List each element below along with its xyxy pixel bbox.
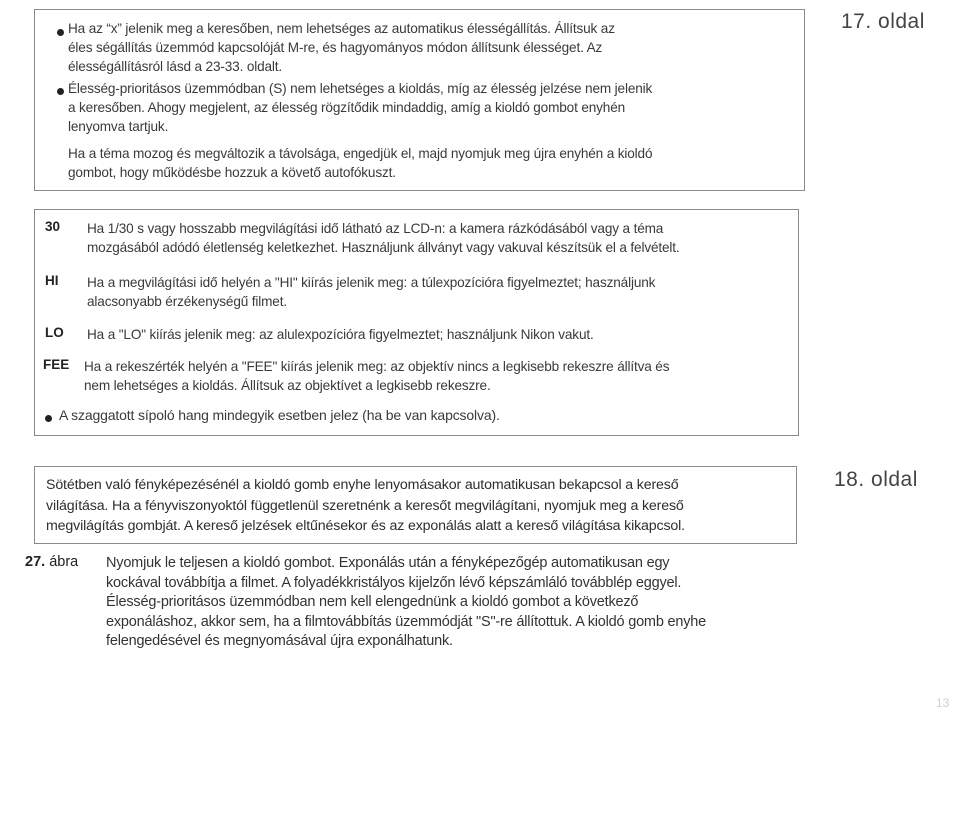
- text-line: kockával továbbítja a filmet. A folyadékkristályos kijelzőn lévő képszámláló továbblép eggyel.: [106, 574, 682, 591]
- figure-number: 27.: [25, 554, 46, 570]
- af-note-focus-priority: [68, 79, 798, 136]
- text-line: mozgásából adódó életlenség keletkezhet. Használjunk állványt vagy vakuval készítsük el a felvételt.: [87, 240, 680, 255]
- text-line: felengedésével és megnyomásával újra exponálhatunk.: [106, 633, 453, 649]
- warning-code-hi: HI: [45, 273, 59, 288]
- warning-text-hi: [87, 273, 792, 311]
- text-line: gombot, hogy működésbe hozzuk a követő autofókuszt.: [68, 165, 396, 180]
- figure-label: [25, 554, 78, 570]
- text-line: Ha a megvilágítási idő helyén a "HI" kiírás jelenik meg: a túlexpozícióra figyelmeztet; használjunk: [87, 275, 656, 290]
- page-label-17: 17. oldal: [841, 10, 925, 33]
- text-line: Nyomjuk le teljesen a kioldó gombot. Exponálás után a fényképezőgép automatikusan egy: [106, 555, 670, 571]
- af-note-x-indicator: [68, 19, 798, 76]
- figure-27-text: [106, 554, 796, 652]
- text-line: világítása. Ha a fényviszonyoktól függetlenül szeretnénk a keresőt megvilágítani, nyomjuk meg a kereső: [46, 497, 684, 514]
- bullet-icon: [45, 415, 52, 422]
- text-line: Sötétben való fényképezésénél a kioldó gomb enyhe lenyomásakor automatikusan bekapcsol a kereső: [46, 477, 679, 493]
- af-note-moving-subject: [68, 144, 798, 182]
- warning-text-lo: [87, 325, 792, 344]
- page-label-18: 18. oldal: [834, 468, 918, 491]
- text-line: nem lehetséges a kioldás. Állítsuk az objektívet a legkisebb rekeszre.: [84, 378, 491, 393]
- figure-word: ábra: [49, 554, 79, 570]
- text-line: Ha a rekeszérték helyén a "FEE" kiírás jelenik meg: az objektív nincs a legkisebb rekeszre állítva és: [84, 359, 670, 374]
- text-line: élességállításról lásd a 23-33. oldalt.: [68, 59, 283, 74]
- warning-text-30: [87, 219, 792, 257]
- warning-code-lo: LO: [45, 325, 64, 340]
- warning-code-30: 30: [45, 219, 61, 234]
- text-line: Ha a "LO" kiírás jelenik meg: az alulexpozícióra figyelmeztet; használjunk Nikon vakut.: [87, 327, 594, 342]
- bullet-icon: [57, 88, 64, 95]
- text-line: Ha az “x” jelenik meg a keresőben, nem lehetséges az automatikus élességállítás. Állítsuk az: [68, 21, 615, 36]
- text-line: exponáláshoz, akkor sem, ha a filmtovábbítás üzemmódját "S"-re állítottuk. A kioldó gomb enyhe: [106, 613, 707, 630]
- text-line: megvilágítás gombját. A kereső jelzések eltűnésekor és az exponálás alatt a kereső világítása kikapcsol.: [46, 518, 685, 534]
- text-line: éles ségállítás üzemmód kapcsolóját M-re, és hagyományos módon állítsunk élességet. Az: [68, 40, 603, 55]
- text-line: Élesség-prioritásos üzemmódban (S) nem lehetséges a kioldás, míg az élesség jelzése nem jelenik: [68, 81, 653, 96]
- text-line: Ha 1/30 s vagy hosszabb megvilágítási idő látható az LCD-n: a kamera rázkódásából vagy a téma: [87, 221, 664, 236]
- warning-text-fee: [84, 357, 792, 395]
- margin-mark: 13: [936, 696, 950, 710]
- text-line: Ha a téma mozog és megváltozik a távolsága, engedjük el, majd nyomjuk meg újra enyhén a kioldó: [68, 146, 653, 161]
- text-line: Élesség-prioritásos üzemmódban nem kell elengednünk a kioldó gombot a következő: [106, 594, 639, 610]
- beep-note: A szaggatott sípoló hang mindegyik esetben jelez (ha be van kapcsolva).: [59, 407, 500, 423]
- text-line: lenyomva tartjuk.: [68, 119, 169, 134]
- text-line: alacsonyabb érzékenységű filmet.: [87, 294, 287, 309]
- warning-code-fee: FEE: [43, 357, 70, 372]
- bullet-icon: [57, 29, 64, 36]
- viewfinder-illumination-text: [46, 475, 794, 537]
- text-line: a keresőben. Ahogy megjelent, az élesség rögzítődik mindaddig, amíg a kioldó gombot enyhén: [68, 100, 626, 115]
